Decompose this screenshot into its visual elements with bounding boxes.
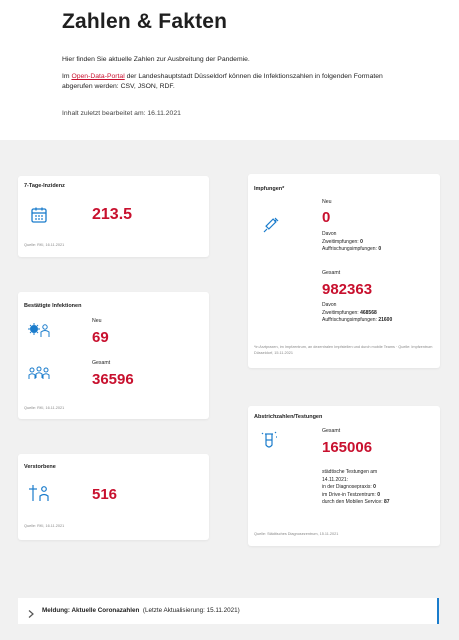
mobile-service-label: durch den Mobilen Service: [322,499,383,505]
intro-text: Hier finden Sie aktuelle Zahlen zur Ausbreitung der Pandemie. [62,56,250,63]
vaccinations-card [248,174,440,368]
infections-card [18,292,209,419]
people-group-icon [28,366,50,385]
source-text: Quelle: RKI, 16.11.2021 [24,406,65,410]
total-label: Gesamt [92,360,111,366]
new-vaccinations-value: 0 [322,209,331,226]
total-label: Gesamt [322,270,341,276]
card-title: Verstorbene [24,464,56,470]
calendar-icon [30,206,48,229]
deaths-card [18,454,209,540]
accordion-title: Meldung: Aktuelle Coronazahlen [42,607,140,614]
new-label: Neu [322,199,332,205]
diagnosis-practice-label: in der Diagnosepraxis: [322,484,372,490]
page-title: Zahlen & Fakten [62,10,228,33]
tests-card [248,406,440,546]
total-vaccinations-value: 982363 [322,281,373,298]
booster-label: Auffrischungsimpfungen: [322,246,377,252]
new-breakdown [322,231,381,254]
cross-person-icon [28,484,50,507]
tests-line: 14.11.2021: [322,476,349,483]
card-title: Bestätigte Infektionen [24,303,82,309]
intro-text-post: der Landeshauptstadt Düsseldorf können die Infektionszahlen in folgenden Formaten abgerufen werden: CSV, JSON, RDF. [62,73,383,90]
total-tests-value: 165006 [322,439,373,456]
syringe-icon [262,216,280,239]
drive-in-label: im Drive-in Testzentrum: [322,491,376,498]
chevron-right-icon [26,606,36,616]
footnote-text: *in Arztpraxen, im Impfzentrum, an dezentralen Impfstellen und durch mobile Teams · Quelle: Impfzentrum Düsseldorf, 15.11.2021 [254,345,433,355]
incidence-value: 213.5 [92,206,133,223]
diagnosis-practice-line [322,484,390,492]
source-text: Quelle: RKI, 16.11.2021 [24,524,65,528]
mobile-service-line [322,499,390,507]
second-dose-label: Zweitimpfungen: [322,238,359,245]
booster-label: Auffrischungsimpfungen: [322,317,377,323]
new-label: Neu [92,318,102,324]
davon-label: Davon [322,231,337,237]
card-title: Abstrichzahlen/Testungen [254,414,323,420]
open-data-portal-link[interactable]: Open-Data-Portal [71,73,125,80]
intro-text-pre: Im [62,73,72,80]
second-dose-total-value: 468568 [360,309,377,316]
intro-section [0,0,459,140]
booster-new-value: 0 [378,246,382,252]
source-text: Quelle: Städtisches Diagnosezentrum, 15.11.2021 [254,532,339,536]
card-title: 7-Tage-Inzidenz [24,183,65,189]
accordion-subtitle: (Letzte Aktualisierung: 15.11.2021) [142,607,240,614]
tests-line: städtische Testungen am [322,469,378,475]
booster-total-value: 21600 [378,317,393,323]
source-text: Quelle: RKI, 16.11.2021 [24,243,65,247]
tests-breakdown [322,469,390,507]
davon-label: Davon [322,302,337,308]
stats-section [0,140,459,640]
new-infections-value: 69 [92,329,109,346]
accordion-label [42,607,240,614]
drive-in-line [322,492,390,500]
booster-total [322,317,392,325]
second-dose-total [322,310,392,318]
diagnosis-practice-value: 0 [373,484,376,490]
deaths-value: 516 [92,486,118,503]
total-label: Gesamt [322,428,341,434]
incidence-card [18,176,209,257]
drive-in-value: 0 [377,491,380,498]
card-title: Impfungen* [254,186,285,192]
intro-open-data-text [62,72,402,91]
accordion-news-toggle[interactable] [18,598,439,624]
total-breakdown [322,302,392,325]
second-dose-label: Zweitimpfungen: [322,309,359,316]
test-tube-icon [260,430,278,455]
last-edited-text: Inhalt zuletzt bearbeitet am: 16.11.2021 [62,110,181,117]
second-dose-new [322,239,381,247]
booster-new [322,246,381,254]
total-infections-value: 36596 [92,371,134,388]
second-dose-new-value: 0 [360,238,363,245]
mobile-service-value: 87 [383,499,390,505]
virus-person-icon [28,322,50,343]
